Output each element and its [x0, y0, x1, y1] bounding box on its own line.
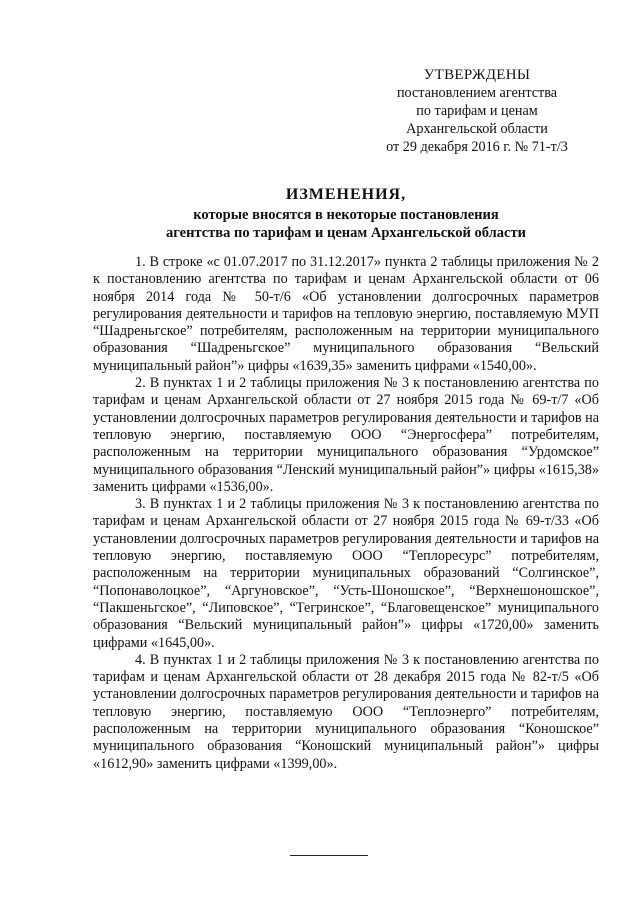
approval-line-4: от 29 декабря 2016 г. № 71-т/3: [386, 139, 568, 155]
paragraph-4: 4. В пунктах 1 и 2 таблицы приложения № 3 к постановлению агентства по тарифам и ценам Архангельской области от 28 декабря 2015 года № 82-т/5 «Об установлении долгосрочных параметров регулирования деятельности и тарифов на тепловую энергию, поставляемую ООО “Теплоэнерго” потребителям, расположенным на территории муниципального образования “Коношское” муниципального образования “Коношский муниципальный район”» цифры «1612,90» заменить цифрами «1399,00».: [93, 651, 599, 772]
document-title-block: [96, 184, 596, 242]
document-title: ИЗМЕНЕНИЯ,: [285, 186, 407, 203]
document-body: [93, 254, 599, 773]
end-divider: [290, 855, 368, 856]
approval-line-3: Архангельской области: [406, 121, 548, 137]
paragraph-2: 2. В пунктах 1 и 2 таблицы приложения № 3 к постановлению агентства по тарифам и ценам Архангельской области от 27 ноября 2015 года № 69-т/7 «Об установлении долгосрочных параметров регулирования деятельности и тарифов на тепловую энергию, поставляемую ООО “Энергосфера” потребителям, расположенным на территории муниципального образования “Урдомское” муниципального образования “Ленский муниципальный район”» цифры «1615,38» заменить цифрами «1536,00».: [93, 375, 599, 495]
paragraph-1: 1. В строке «с 01.07.2017 по 31.12.2017» пункта 2 таблицы приложения № 2 к постановлению агентства по тарифам и ценам Архангельской области от 06 ноября 2014 года № 50-т/6 «Об установлении долгосрочных параметров регулирования деятельности и тарифов на тепловую энергию, поставляемую МУП “Шадреньгское” потребителям, расположенным на территории муниципального образования “Шадреньгское” муниципального образования “Вельский муниципальный район”» цифры «1639,35» заменить цифрами «1540,00».: [93, 254, 599, 374]
document-subtitle-line-1: которые вносятся в некоторые постановления: [193, 207, 499, 223]
approval-heading: УТВЕРЖДЕНЫ: [423, 67, 531, 83]
approval-line-1: постановлением агентства: [396, 85, 558, 101]
approval-stamp: [362, 66, 592, 156]
approval-line-2: по тарифам и ценам: [416, 103, 538, 119]
paragraph-3: 3. В пунктах 1 и 2 таблицы приложения № 3 к постановлению агентства по тарифам и ценам Архангельской области от 27 ноября 2015 года № 69-т/33 «Об установлении долгосрочных параметров регулирования деятельности и тарифов на тепловую энергию, поставляемую ООО “Теплоресурс” потребителям, расположенным на территории муниципальных образований “Солгинское”, “Попонаволоцкое”, “Аргуновское”, “Усть-Шоношское”, “Верхнешоношское”, “Пакшеньгское”, “Липовское”, “Тегринское”, “Благовещенское” муниципального образования “Вельский муниципальный район”» цифры «1720,00» заменить цифрами «1645,00».: [93, 496, 599, 651]
document-subtitle-line-2: агентства по тарифам и ценам Архангельской области: [166, 225, 526, 241]
